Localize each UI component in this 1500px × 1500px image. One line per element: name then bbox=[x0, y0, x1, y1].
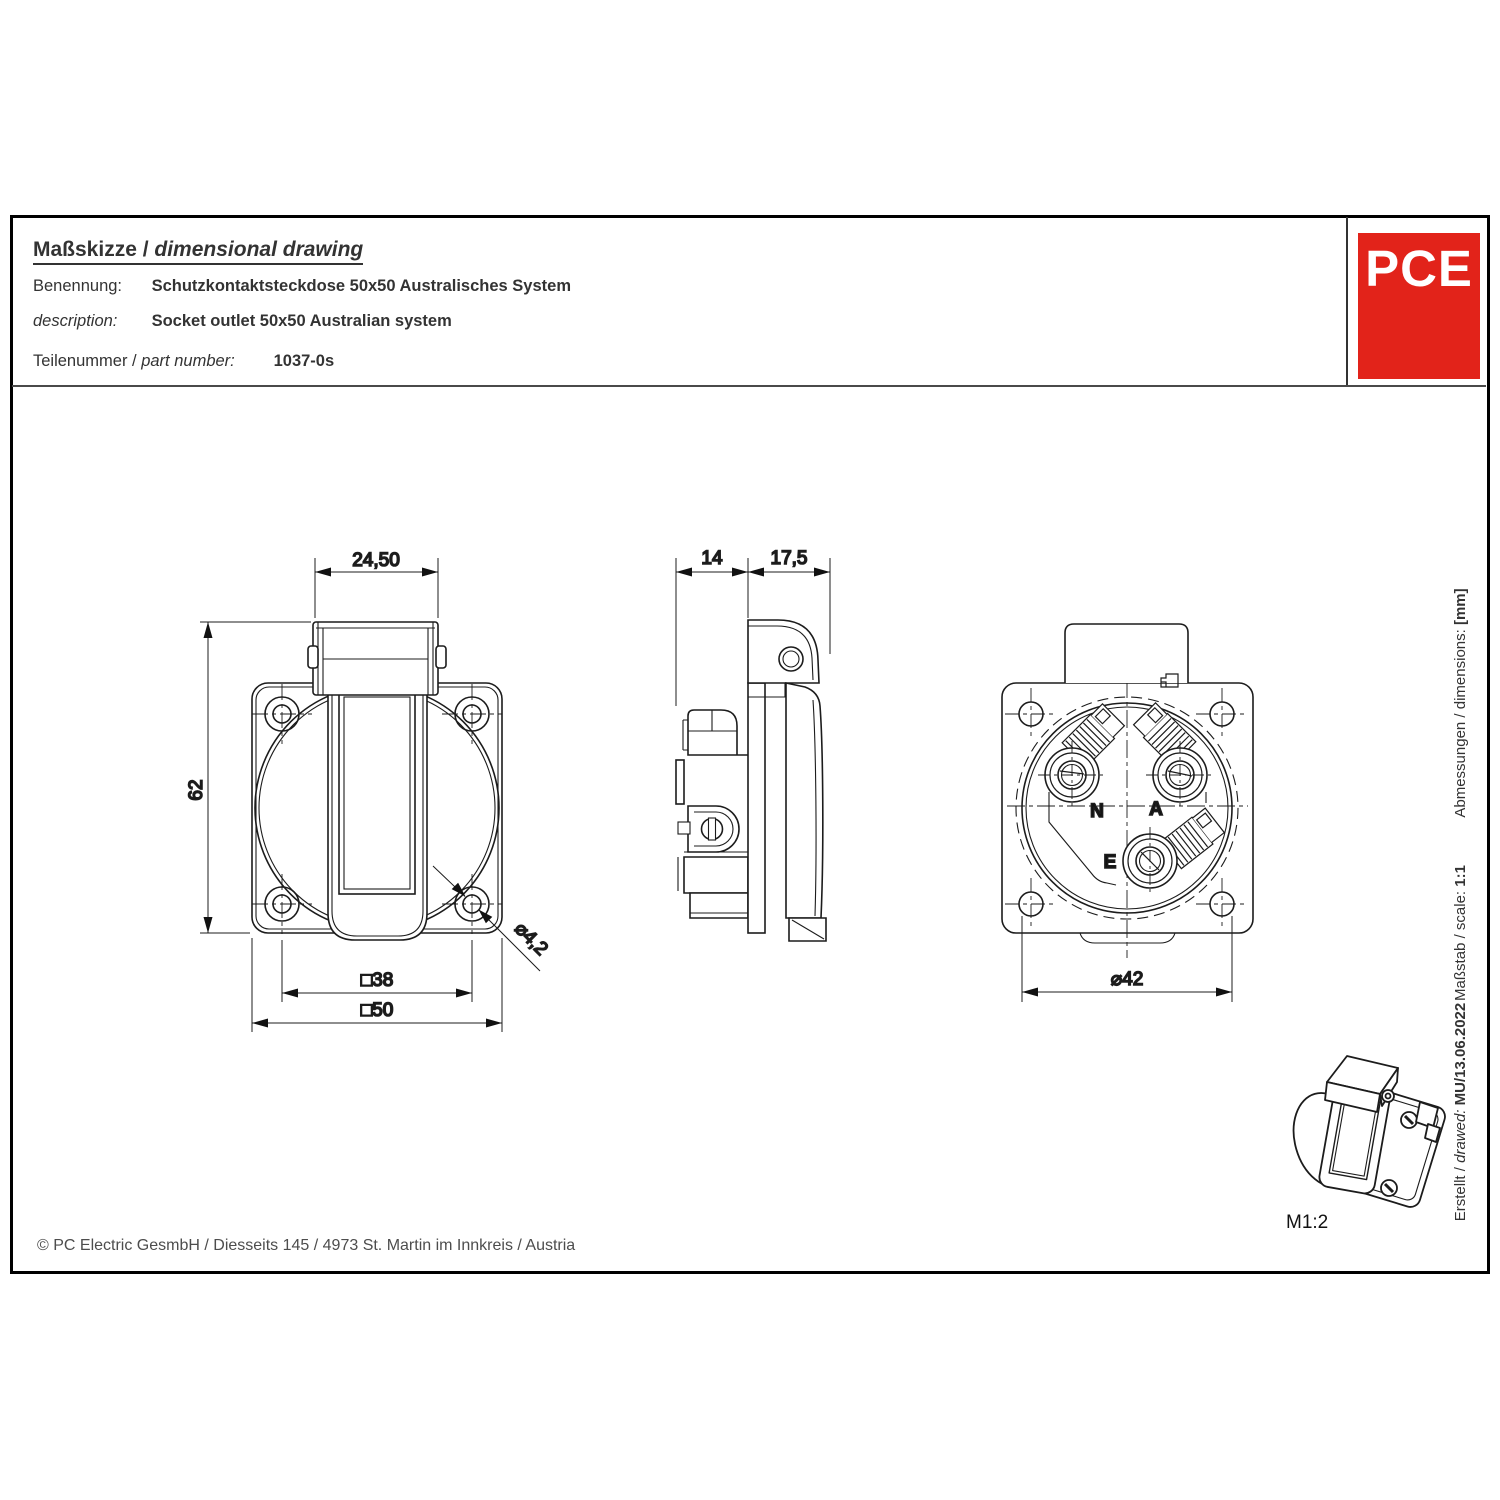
copyright-note: © PC Electric GesmbH / Diesseits 145 / 4973 St. Martin im Innkreis / Austria bbox=[37, 1237, 576, 1254]
side-hinge bbox=[748, 620, 819, 683]
description-label: description: bbox=[33, 312, 118, 330]
iso-view bbox=[1283, 1056, 1447, 1233]
side-dim-front-label: 17,5 bbox=[770, 548, 808, 569]
back-view bbox=[1002, 624, 1253, 1002]
side-back-body bbox=[676, 710, 748, 918]
page-title: Maßskizze / dimensional drawing bbox=[33, 238, 363, 265]
pce-logo-text: PCE bbox=[1365, 240, 1473, 297]
back-dim-dia-label: ⌀42 bbox=[1110, 969, 1144, 990]
front-dim-pitch-label: □38 bbox=[360, 970, 394, 991]
back-label-neutral: N bbox=[1090, 801, 1104, 822]
benennung-label: Benennung: bbox=[33, 277, 123, 295]
front-dim-height-label: 62 bbox=[186, 779, 207, 801]
side-view bbox=[676, 548, 830, 941]
front-dim-holedia-label: ⌀4,2 bbox=[510, 918, 552, 960]
front-dim-width-label: 24,50 bbox=[352, 550, 400, 571]
back-label-earth: E bbox=[1103, 852, 1117, 873]
iso-scale-label: M1:2 bbox=[1286, 1212, 1329, 1233]
back-mounting-holes bbox=[1005, 688, 1248, 930]
front-flap bbox=[328, 693, 427, 940]
front-dim-plate-label: □50 bbox=[360, 1000, 394, 1021]
sidebar-dimensions-note: Abmessungen / dimensions: [mm] bbox=[1452, 588, 1469, 818]
sidebar-created-note: Erstellt / drawed: MU/13.06.2022 bbox=[1452, 1002, 1469, 1222]
side-plate bbox=[748, 683, 765, 933]
description-value: Socket outlet 50x50 Australian system bbox=[151, 312, 452, 330]
front-view bbox=[186, 550, 552, 1032]
benennung-value: Schutzkontaktsteckdose 50x50 Australisches System bbox=[151, 277, 572, 295]
front-hinge bbox=[308, 622, 446, 695]
side-lid bbox=[786, 683, 823, 918]
side-dim-back-label: 14 bbox=[701, 548, 723, 569]
sidebar-scale-note: Maßstab / scale: 1:1 bbox=[1452, 865, 1469, 1001]
partnumber-label: Teilenummer / part number: bbox=[33, 352, 235, 370]
partnumber-value: 1037-0s bbox=[273, 352, 335, 370]
back-label-active: A bbox=[1149, 799, 1163, 820]
